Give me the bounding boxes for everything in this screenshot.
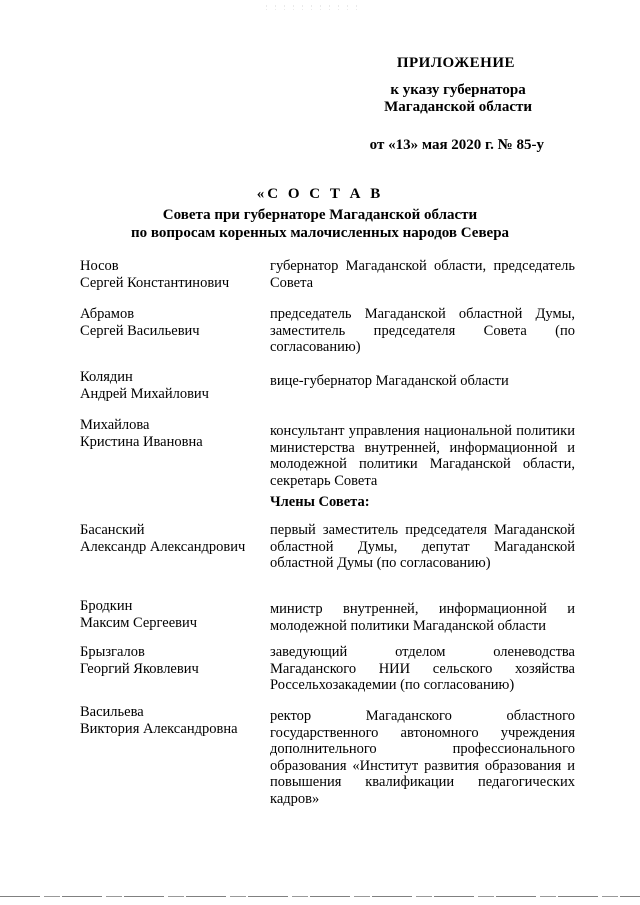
person-given-names: Георгий Яковлевич <box>80 660 199 677</box>
person-surname: Абрамов <box>80 306 135 322</box>
person-surname: Михайлова <box>80 417 150 433</box>
subtitle-line-2: по вопросам коренных малочисленных народов Севера <box>130 225 510 241</box>
person-role: ректор Магаданского областного государственного автономного учреждения дополнительного профессионального образования «Институт развития образования и повышения квалификации педагогических кадров» <box>270 708 575 807</box>
person-surname: Носов <box>80 258 119 274</box>
document-title: «С О С Т А В <box>256 186 384 202</box>
person-given-names: Сергей Васильевич <box>80 322 200 339</box>
person-role: министр внутренней, информационной и молодежной политики Магаданской области <box>270 601 575 634</box>
roster-entry <box>80 258 575 306</box>
members-heading: Члены Совета: <box>270 494 370 510</box>
person-role: первый заместитель председателя Магаданской областной Думы, депутат Магаданской областной Думы (по согласованию) <box>270 522 575 571</box>
appendix-title: ПРИЛОЖЕНИЕ <box>396 55 515 71</box>
person-name <box>80 417 268 450</box>
person-name <box>80 704 268 737</box>
roster-entry <box>80 598 575 644</box>
appendix-line-1: к указу губернатора <box>390 82 526 98</box>
scan-edge-line <box>0 896 640 897</box>
subtitle-line-1: Совета при губернаторе Магаданской области <box>162 207 478 223</box>
person-surname: Бродкин <box>80 598 133 614</box>
person-name <box>80 644 268 677</box>
roster-entry <box>80 417 575 489</box>
decree-date: от «13» мая 2020 г. № 85-у <box>369 137 544 153</box>
person-given-names: Александр Александрович <box>80 538 246 555</box>
person-surname: Колядин <box>80 369 133 385</box>
roster-entry <box>80 704 575 807</box>
person-surname: Басанский <box>80 522 145 538</box>
person-role: председатель Магаданской областной Думы, заместитель председателя Совета (по согласованию) <box>270 306 575 355</box>
person-role: губернатор Магаданской области, председатель Совета <box>270 258 575 291</box>
person-given-names: Максим Сергеевич <box>80 614 198 631</box>
roster-entry <box>80 522 575 598</box>
appendix-line-2: Магаданской области <box>384 99 532 115</box>
person-name <box>80 258 268 291</box>
person-given-names: Сергей Константинович <box>80 274 230 291</box>
roster-entry <box>80 644 575 704</box>
roster-entry <box>80 369 575 417</box>
person-name <box>80 369 268 402</box>
leadership-list <box>80 258 575 489</box>
person-given-names: Андрей Михайлович <box>80 385 209 402</box>
person-given-names: Кристина Ивановна <box>80 433 203 450</box>
person-given-names: Виктория Александровна <box>80 720 238 737</box>
scan-artifact <box>262 4 362 10</box>
person-role: заведующий отделом оленеводства Магаданского НИИ сельского хозяйства Россельхозакадемии (по согласованию) <box>270 644 575 693</box>
person-surname: Брызгалов <box>80 644 145 660</box>
document-subtitle <box>0 206 640 242</box>
person-role: вице-губернатор Магаданской области <box>270 373 509 389</box>
person-name <box>80 306 268 339</box>
person-role: консультант управления национальной политики министерства внутренней, информационной и молодежной политики Магаданской области, секретарь Совета <box>270 423 575 489</box>
person-surname: Васильева <box>80 704 144 720</box>
members-list <box>80 522 575 807</box>
person-name <box>80 598 268 631</box>
person-name <box>80 522 268 555</box>
roster-entry <box>80 306 575 369</box>
appendix-reference <box>384 82 532 116</box>
